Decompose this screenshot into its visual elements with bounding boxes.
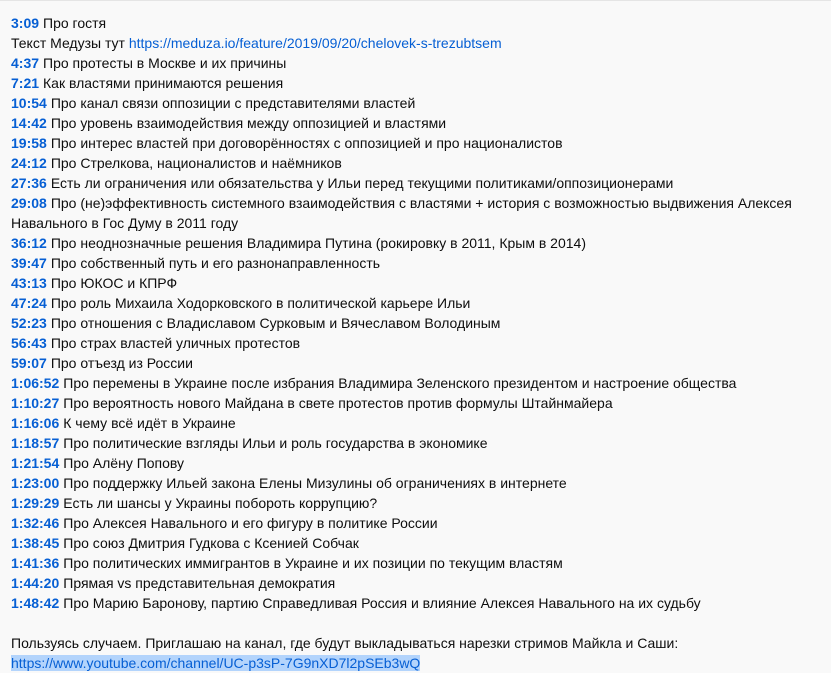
spacer (11, 613, 823, 633)
chapter-title: Про отъезд из России (50, 355, 193, 371)
chapter-row (11, 413, 823, 433)
timestamp-link[interactable]: 56:43 (11, 335, 47, 351)
chapter-title: Про отношения с Владиславом Сурковым и Вячеславом Володиным (50, 315, 501, 331)
chapter-title: Про Алёну Попову (63, 455, 185, 471)
timestamp-link[interactable]: 4:37 (11, 55, 40, 71)
chapter-row (11, 513, 823, 533)
chapter-title: Про роль Михаила Ходорковского в политической карьере Ильи (50, 295, 471, 311)
chapter-row (11, 113, 823, 133)
footer-text: Пользуясь случаем. Приглашаю на канал, где будут выкладываться нарезки стримов Майкла и Саши: (11, 635, 679, 651)
chapter-row (11, 353, 823, 373)
chapter-title: Про Марию Баронову, партию Справедливая Россия и влияние Алексея Навального на их судьбу (63, 595, 701, 611)
timestamp-link[interactable]: 43:13 (11, 275, 47, 291)
chapter-title: Про (не)эффективность системного взаимодействия с властями + история с возможностью выдвижения Алексея Навального в Гос Думу в 2011 году (11, 195, 792, 231)
chapter-list (11, 53, 823, 613)
timestamp-link[interactable]: 7:21 (11, 75, 40, 91)
chapter-title: Про перемены в Украине после избрания Владимира Зеленского президентом и настроение общества (63, 375, 737, 391)
chapter-title: Как властями принимаются решения (43, 75, 284, 91)
chapter-row (11, 233, 823, 253)
chapter-title: Про поддержку Ильей закона Елены Мизулины об ограничениях в интернете (63, 475, 567, 491)
chapter-row (11, 93, 823, 113)
chapter-row (11, 153, 823, 173)
video-description (11, 13, 823, 673)
footer-link-line (11, 653, 823, 673)
timestamp-link[interactable]: 1:41:36 (11, 555, 60, 571)
timestamp-link[interactable]: 1:18:57 (11, 435, 60, 451)
timestamp-link[interactable]: 1:48:42 (11, 595, 60, 611)
chapter-row (11, 293, 823, 313)
meduza-link[interactable]: https://meduza.io/feature/2019/09/20/chelovek-s-trezubtsem (128, 35, 502, 51)
chapter-row (11, 433, 823, 453)
chapter-title: Про протесты в Москве и их причины (43, 55, 287, 71)
timestamp-link[interactable]: 14:42 (11, 115, 47, 131)
chapter-title: Про гостя (43, 15, 107, 31)
chapter-title: Про интерес властей при договорённостях с оппозицией и про националистов (50, 135, 563, 151)
chapter-row (11, 473, 823, 493)
chapter-title: Про канал связи оппозиции с представителями властей (50, 95, 416, 111)
timestamp-link[interactable]: 27:36 (11, 175, 47, 191)
timestamp-link[interactable]: 1:32:46 (11, 515, 60, 531)
timestamp-link[interactable]: 39:47 (11, 255, 47, 271)
chapter-row (11, 133, 823, 153)
timestamp-link[interactable]: 3:09 (11, 15, 40, 31)
chapter-row (11, 593, 823, 613)
timestamp-link[interactable]: 1:10:27 (11, 395, 60, 411)
chapter-row (11, 273, 823, 293)
chapter-row (11, 313, 823, 333)
chapter-row (11, 333, 823, 353)
timestamp-link[interactable]: 10:54 (11, 95, 47, 111)
chapter-row (11, 493, 823, 513)
chapter-title: Про союз Дмитрия Гудкова с Ксенией Собчак (63, 535, 359, 551)
intro-line (11, 13, 823, 33)
chapter-title: Про политические взгляды Ильи и роль государства в экономике (63, 435, 488, 451)
timestamp-link[interactable]: 1:29:29 (11, 495, 60, 511)
chapter-title: Про неоднозначные решения Владимира Путина (рокировку в 2011, Крым в 2014) (50, 235, 586, 251)
chapter-title: Про Стрелкова, националистов и наёмников (50, 155, 342, 171)
chapter-title: Про страх властей уличных протестов (50, 335, 301, 351)
chapter-title: Есть ли шансы у Украины побороть коррупцию? (63, 495, 378, 511)
chapter-title: Про уровень взаимодействия между оппозицией и властями (50, 115, 447, 131)
timestamp-link[interactable]: 1:06:52 (11, 375, 60, 391)
timestamp-link[interactable]: 19:58 (11, 135, 47, 151)
timestamp-link[interactable]: 1:21:54 (11, 455, 60, 471)
chapter-row (11, 173, 823, 193)
timestamp-link[interactable]: 47:24 (11, 295, 47, 311)
chapter-title: Прямая vs представительная демократия (63, 575, 336, 591)
timestamp-link[interactable]: 29:08 (11, 195, 47, 211)
chapter-title: Есть ли ограничения или обязательства у Ильи перед текущими политиками/оппозиционерами (50, 175, 674, 191)
timestamp-link[interactable]: 1:38:45 (11, 535, 60, 551)
chapter-row (11, 53, 823, 73)
chapter-row (11, 73, 823, 93)
chapter-title: К чему всё идёт в Украине (63, 415, 236, 431)
chapter-title: Про политических иммигрантов в Украине и их позиции по текущим властям (63, 555, 563, 571)
chapter-row (11, 373, 823, 393)
chapter-row (11, 253, 823, 273)
timestamp-link[interactable]: 59:07 (11, 355, 47, 371)
chapter-row (11, 193, 823, 233)
meduza-text: Текст Медузы тут (11, 35, 125, 51)
chapter-title: Про собственный путь и его разнонаправленность (50, 255, 381, 271)
chapter-title: Про Алексея Навального и его фигуру в политике России (63, 515, 438, 531)
meduza-line (11, 33, 823, 53)
chapter-row (11, 553, 823, 573)
chapter-title: Про вероятность нового Майдана в свете протестов против формулы Штайнмайера (63, 395, 613, 411)
timestamp-link[interactable]: 52:23 (11, 315, 47, 331)
top-divider (0, 0, 831, 1)
chapter-row (11, 573, 823, 593)
chapter-row (11, 393, 823, 413)
timestamp-link[interactable]: 36:12 (11, 235, 47, 251)
chapter-row (11, 533, 823, 553)
timestamp-link[interactable]: 1:16:06 (11, 415, 60, 431)
chapter-row (11, 453, 823, 473)
timestamp-link[interactable]: 1:23:00 (11, 475, 60, 491)
chapter-title: Про ЮКОС и КПРФ (50, 275, 178, 291)
youtube-channel-link[interactable]: https://www.youtube.com/channel/UC-p3sP-7G9nXD7l2pSEb3wQ (11, 655, 421, 671)
timestamp-link[interactable]: 24:12 (11, 155, 47, 171)
timestamp-link[interactable]: 1:44:20 (11, 575, 60, 591)
